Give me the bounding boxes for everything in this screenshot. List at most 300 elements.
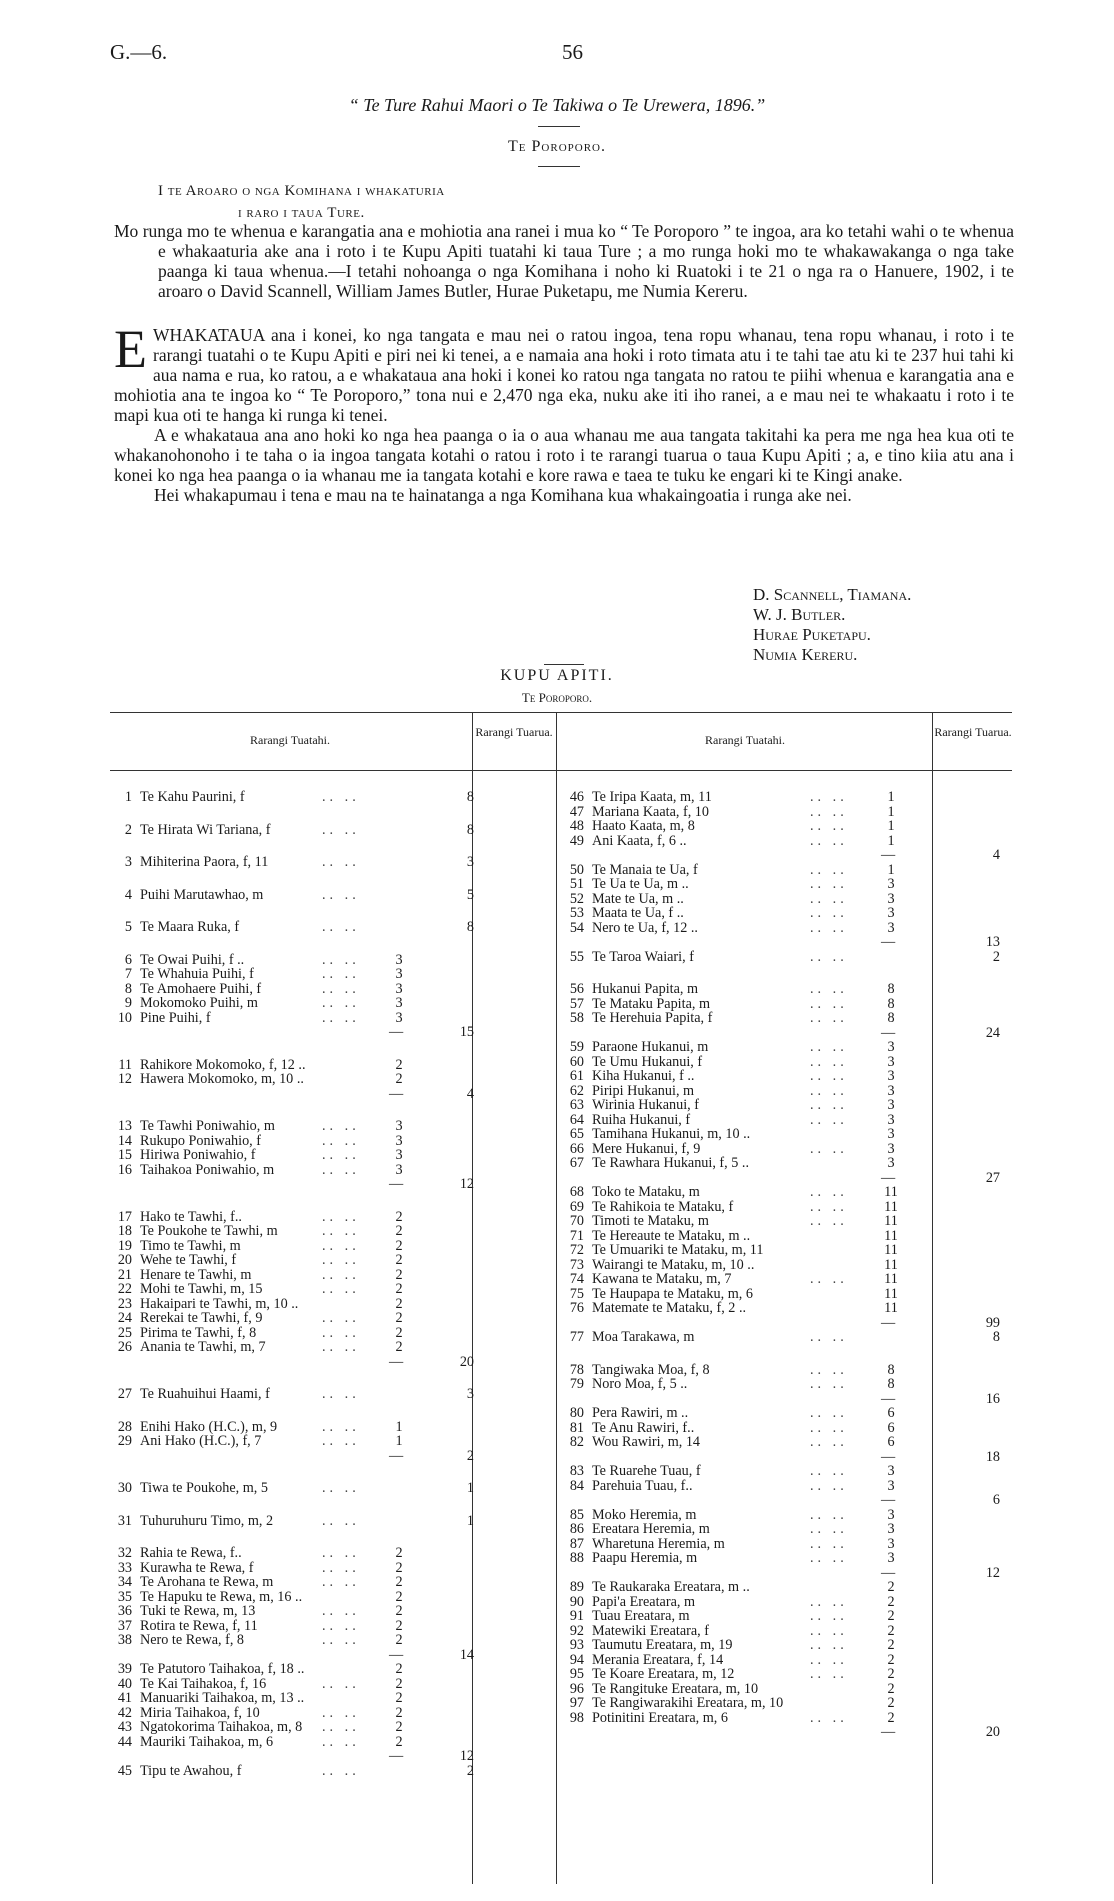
share-value: 11 (884, 1198, 898, 1215)
entry-number: 1 (124, 789, 132, 805)
table-row (110, 823, 556, 838)
share-value: 8 (887, 1010, 895, 1026)
table-row (110, 1764, 556, 1779)
owner-name: Timo te Tawhi, m (140, 1237, 241, 1254)
leader-dots: .. .. (810, 1010, 848, 1026)
owner-name: Hukanui Papita, m (592, 981, 698, 997)
entry-number: 36 (117, 1603, 132, 1619)
table-row (562, 1098, 1012, 1113)
owner-name: Taumutu Ereatara, m, 19 (592, 1637, 733, 1653)
owner-name: Hako te Tawhi, f.. (140, 1208, 242, 1225)
entry-number: 87 (569, 1535, 584, 1552)
table-row (562, 1624, 1012, 1639)
share-value: 11 (884, 1184, 898, 1200)
table-row (562, 1377, 1012, 1392)
table-row (110, 1311, 556, 1326)
entry-number: 44 (117, 1733, 132, 1750)
leader-dots: .. .. (810, 905, 848, 921)
owner-name: Te Anu Rawiri, f.. (592, 1419, 695, 1436)
total-value: 13 (985, 934, 1000, 950)
share-value: 2 (395, 1690, 403, 1706)
entry-number: 52 (569, 890, 584, 907)
leader-dots: .. .. (810, 1198, 848, 1215)
share-value: 2 (395, 1071, 403, 1087)
entry-number: 24 (117, 1310, 132, 1326)
entry-number: 32 (117, 1545, 132, 1561)
leader-dots: .. .. (322, 1237, 360, 1254)
entry-number: 18 (117, 1223, 132, 1239)
subtotal-row (562, 1392, 1012, 1407)
share-value: 3 (887, 1111, 895, 1128)
leader-dots: .. .. (810, 1608, 848, 1624)
leader-dots: .. .. (322, 1223, 360, 1239)
subtotal-dash: — (389, 1024, 404, 1040)
entry-number: 39 (117, 1661, 132, 1677)
entry-number: 56 (569, 981, 584, 997)
total-value: 8 (466, 821, 474, 838)
share-value: 3 (887, 1463, 895, 1479)
leader-dots: .. .. (322, 789, 360, 805)
share-value: 11 (884, 1227, 898, 1244)
share-value: 3 (395, 1132, 403, 1149)
total-value: 6 (992, 1492, 1000, 1508)
leader-dots: .. .. (810, 1666, 848, 1682)
owner-name: Te Umuariki te Mataku, m, 11 (592, 1242, 764, 1258)
entry-number: 95 (569, 1666, 584, 1682)
table-row (562, 1363, 1012, 1378)
entry-number: 30 (117, 1480, 132, 1496)
total-value: 12 (459, 1748, 474, 1764)
order-paragraph (114, 319, 1014, 425)
table-row (562, 1421, 1012, 1436)
share-value: 2 (887, 1579, 895, 1595)
entry-number: 5 (124, 919, 132, 935)
entry-number: 27 (117, 1386, 132, 1402)
entry-number: 16 (117, 1161, 132, 1178)
leader-dots: .. .. (810, 832, 848, 849)
entry-number: 58 (569, 1010, 584, 1026)
entry-number: 3 (124, 854, 132, 870)
leader-dots: .. .. (322, 1339, 360, 1355)
table-row (562, 1595, 1012, 1610)
owner-name: Te Rangituke Ereatara, m, 10 (592, 1680, 759, 1697)
entry-number: 31 (117, 1512, 132, 1529)
subtotal-dash: — (881, 1314, 896, 1331)
total-value: 3 (466, 854, 474, 870)
leader-dots: .. .. (810, 1622, 848, 1639)
share-value: 2 (395, 1295, 403, 1312)
entry-number: 21 (117, 1266, 132, 1283)
table-row (562, 834, 1012, 849)
table-row (110, 790, 556, 805)
entry-number: 53 (569, 905, 584, 921)
entry-number: 34 (117, 1574, 132, 1590)
owner-name: Papi'a Ereatara, m (592, 1593, 695, 1610)
leader-dots: .. .. (322, 1675, 360, 1692)
court-heading (158, 180, 445, 224)
share-value: 2 (395, 1252, 403, 1268)
table-header-rule (110, 770, 1012, 771)
owner-name: Henare te Tawhi, m (140, 1266, 252, 1283)
subtotal-dash: — (881, 934, 896, 950)
owner-name: Potinitini Ereatara, m, 6 (592, 1709, 728, 1726)
owner-name: Te Raukaraka Ereatara, m .. (592, 1579, 750, 1595)
share-value: 11 (884, 1256, 898, 1273)
total-value: 16 (985, 1390, 1000, 1407)
entry-number: 4 (124, 886, 132, 903)
document-reference: G.—6. (110, 40, 168, 64)
subtotal-row (110, 1355, 556, 1370)
share-value: 3 (887, 876, 895, 892)
entry-number: 38 (117, 1632, 132, 1648)
share-value: 3 (887, 1039, 895, 1055)
owner-name: Te Kahu Paurini, f (140, 789, 245, 805)
owner-name: Wirinia Hukanui, f (592, 1097, 699, 1113)
owner-name: Rotira te Rewa, f, 11 (140, 1617, 258, 1634)
leader-dots: .. .. (322, 1161, 360, 1178)
entry-number: 35 (117, 1588, 132, 1605)
leader-dots: .. .. (322, 886, 360, 903)
table-row (110, 1662, 556, 1677)
owner-name: Merania Ereatara, f, 14 (592, 1651, 724, 1668)
table-row (562, 877, 1012, 892)
leader-dots: .. .. (810, 1140, 848, 1157)
share-value: 3 (887, 1155, 895, 1171)
row-spacer (562, 1345, 1012, 1363)
table-row (110, 1561, 556, 1576)
leader-dots: .. .. (322, 995, 360, 1011)
owner-name: Te Manaia te Ua, f (592, 861, 698, 878)
leader-dots: .. .. (322, 1512, 360, 1529)
share-value: 8 (887, 1376, 895, 1392)
table-row (562, 1667, 1012, 1682)
column-header-list1: Rarangi Tuatahi. (705, 733, 785, 747)
share-value: 1 (887, 832, 895, 849)
owner-name: Wairangi te Mataku, m, 10 .. (592, 1256, 755, 1273)
share-value: 2 (395, 1324, 403, 1341)
entry-number: 90 (569, 1593, 584, 1610)
table-row (562, 1609, 1012, 1624)
table-row (110, 1224, 556, 1239)
entry-number: 63 (569, 1097, 584, 1113)
entry-number: 74 (569, 1271, 584, 1287)
owner-name: Te Taroa Waiari, f (592, 948, 694, 965)
owner-name: Te Rawhara Hukanui, f, 5 .. (592, 1155, 749, 1171)
owner-name: Rerekai te Tawhi, f, 9 (140, 1310, 263, 1326)
row-spacer (562, 964, 1012, 982)
total-value: 12 (985, 1564, 1000, 1581)
share-value: 2 (395, 1574, 403, 1590)
leader-dots: .. .. (322, 1132, 360, 1149)
row-spacer (110, 837, 556, 855)
subtotal-row (562, 848, 1012, 863)
entry-number: 78 (569, 1361, 584, 1378)
table-row (562, 1243, 1012, 1258)
entry-number: 94 (569, 1651, 584, 1668)
court-heading-line: i raro i taua Ture. (238, 205, 365, 221)
table-row (110, 1434, 556, 1449)
owner-name: Te Haupapa te Mataku, m, 6 (592, 1285, 753, 1302)
subtotal-dash: — (389, 1176, 404, 1192)
total-value: 20 (985, 1724, 1000, 1740)
owner-name: Hawera Mokomoko, m, 10 .. (140, 1071, 304, 1087)
share-value: 2 (395, 1223, 403, 1239)
subtotal-row (110, 1025, 556, 1040)
entry-number: 88 (569, 1550, 584, 1566)
entry-number: 59 (569, 1039, 584, 1055)
owner-name: Te Umu Hukanui, f (592, 1053, 703, 1070)
leader-dots: .. .. (810, 1709, 848, 1726)
subtotal-row (110, 1177, 556, 1192)
table-row (110, 920, 556, 935)
share-value: 3 (395, 980, 403, 997)
total-value: 24 (985, 1024, 1000, 1041)
share-value: 3 (395, 1161, 403, 1178)
owner-name: Matewiki Ereatara, f (592, 1622, 709, 1639)
entry-number: 47 (569, 803, 584, 820)
leader-dots: .. .. (810, 789, 848, 805)
column-header-list2: Rarangi Tuarua. (475, 725, 553, 739)
table-row (562, 1301, 1012, 1316)
share-value: 2 (395, 1056, 403, 1073)
owner-name: Kurawha te Rewa, f (140, 1559, 254, 1576)
entry-number: 91 (569, 1608, 584, 1624)
schedule-title: KUPU APITI. (500, 667, 614, 684)
table-row (110, 1420, 556, 1435)
total-value: 8 (466, 919, 474, 935)
subtotal-dash: — (389, 1748, 404, 1764)
entry-number: 8 (124, 980, 132, 997)
entry-number: 40 (117, 1675, 132, 1692)
owner-name: Ngatokorima Taihakoa, m, 8 (140, 1719, 303, 1735)
table-row (562, 1156, 1012, 1171)
total-value: 2 (992, 948, 1000, 965)
share-value: 6 (887, 1419, 895, 1436)
leader-dots: .. .. (322, 1719, 360, 1735)
table-row (562, 1142, 1012, 1157)
table-row (562, 1272, 1012, 1287)
owner-name: Te Maara Ruka, f (140, 919, 240, 935)
table-row (110, 1514, 556, 1529)
table-row (562, 863, 1012, 878)
table-row (562, 1229, 1012, 1244)
table-row (562, 892, 1012, 907)
owner-name: Piripi Hukanui, m (592, 1082, 695, 1099)
owner-name: Puihi Marutawhao, m (140, 886, 264, 903)
owner-name: Maata te Ua, f .. (592, 905, 684, 921)
share-value: 2 (395, 1237, 403, 1254)
subtotal-row (562, 935, 1012, 950)
table-row (110, 1148, 556, 1163)
owner-name: Moa Tarakawa, m (592, 1329, 695, 1345)
owner-name: Te Owai Puihi, f .. (140, 951, 245, 968)
table-row (562, 1113, 1012, 1128)
leader-dots: .. .. (322, 1252, 360, 1268)
leader-dots: .. .. (810, 1593, 848, 1610)
share-value: 2 (395, 1661, 403, 1677)
subtotal-dash: — (389, 1646, 404, 1663)
entry-number: 19 (117, 1237, 132, 1254)
subtotal-row (110, 1087, 556, 1102)
table-row (110, 1604, 556, 1619)
share-value: 2 (395, 1281, 403, 1297)
leader-dots: .. .. (810, 1637, 848, 1653)
entry-number: 68 (569, 1184, 584, 1200)
row-spacer (110, 1040, 556, 1058)
preamble (114, 221, 1014, 301)
signature: W. J. Butler. (753, 605, 846, 624)
entry-number: 83 (569, 1463, 584, 1479)
entry-number: 48 (569, 818, 584, 834)
leader-dots: .. .. (322, 1545, 360, 1561)
share-value: 8 (887, 1361, 895, 1378)
entry-number: 65 (569, 1126, 584, 1142)
owner-name: Parehuia Tuau, f.. (592, 1477, 693, 1494)
leader-dots: .. .. (810, 1405, 848, 1421)
share-value: 2 (395, 1588, 403, 1605)
entry-number: 89 (569, 1579, 584, 1595)
table-row (110, 1633, 556, 1648)
share-value: 1 (887, 803, 895, 820)
leader-dots: .. .. (322, 1433, 360, 1449)
owner-name: Te Ruahuihui Haami, f (140, 1386, 270, 1402)
leader-dots: .. .. (322, 1386, 360, 1402)
leader-dots: .. .. (810, 890, 848, 907)
table-row (562, 1479, 1012, 1494)
entry-number: 25 (117, 1324, 132, 1341)
share-value: 2 (395, 1603, 403, 1619)
subtotal-dash: — (881, 1024, 896, 1041)
owner-name: Te Koare Ereatara, m, 12 (592, 1666, 735, 1682)
share-value: 2 (395, 1208, 403, 1225)
entry-number: 20 (117, 1252, 132, 1268)
entry-number: 97 (569, 1695, 584, 1711)
table-row (562, 1258, 1012, 1273)
table-row (562, 1200, 1012, 1215)
entry-number: 81 (569, 1419, 584, 1436)
share-value: 2 (887, 1680, 895, 1697)
share-value: 2 (395, 1617, 403, 1634)
entry-number: 51 (569, 876, 584, 892)
owner-name: Te Kai Taihakoa, f, 16 (140, 1675, 267, 1692)
drop-cap: E (114, 319, 147, 379)
owner-name: Nero te Ua, f, 12 .. (592, 919, 698, 936)
entry-number: 60 (569, 1053, 584, 1070)
owner-name: Pine Puihi, f (140, 1009, 211, 1026)
share-value: 2 (395, 1545, 403, 1561)
signature: D. Scannell, Tiamana. (753, 585, 912, 604)
table-row (562, 805, 1012, 820)
schedule-column-left (110, 790, 556, 1778)
leader-dots: .. .. (810, 1521, 848, 1537)
row-spacer (110, 1463, 556, 1481)
owner-name: Te Tawhi Poniwahio, m (140, 1118, 275, 1134)
row-spacer (110, 805, 556, 823)
owner-name: Ani Kaata, f, 6 .. (592, 832, 687, 849)
entry-number: 93 (569, 1637, 584, 1653)
share-value: 3 (887, 1097, 895, 1113)
subtotal-row (562, 1493, 1012, 1508)
table-row (562, 997, 1012, 1012)
entry-number: 2 (124, 821, 132, 838)
leader-dots: .. .. (322, 919, 360, 935)
column-header-list1: Rarangi Tuatahi. (250, 733, 330, 747)
owner-name: Enihi Hako (H.C.), m, 9 (140, 1418, 278, 1435)
owner-name: Kawana te Mataku, m, 7 (592, 1271, 732, 1287)
signature: Numia Kereru. (753, 645, 858, 664)
leader-dots: .. .. (810, 1477, 848, 1494)
share-value: 3 (887, 890, 895, 907)
entry-number: 15 (117, 1147, 132, 1163)
subtotal-row (562, 1316, 1012, 1331)
entry-number: 46 (569, 789, 584, 805)
divider (538, 166, 580, 167)
owner-name: Nero te Rewa, f, 8 (140, 1632, 245, 1648)
entry-number: 61 (569, 1068, 584, 1084)
subtotal-dash: — (881, 1492, 896, 1508)
share-value: 2 (887, 1651, 895, 1668)
table-row (110, 1163, 556, 1178)
owner-name: Te Mataku Papita, m (592, 995, 710, 1012)
entry-number: 33 (117, 1559, 132, 1576)
total-value: 3 (466, 1386, 474, 1402)
leader-dots: .. .. (322, 1574, 360, 1590)
table-row (562, 1537, 1012, 1552)
entry-number: 67 (569, 1155, 584, 1171)
row-spacer (110, 1528, 556, 1546)
share-value: 2 (887, 1695, 895, 1711)
owner-name: Mokomoko Puihi, m (140, 995, 258, 1011)
leader-dots: .. .. (322, 1480, 360, 1496)
share-value: 2 (395, 1559, 403, 1576)
total-value: 1 (466, 1480, 474, 1496)
table-row (110, 1072, 556, 1087)
share-value: 6 (887, 1434, 895, 1450)
leader-dots: .. .. (322, 966, 360, 982)
table-row (562, 1522, 1012, 1537)
table-row (110, 1134, 556, 1149)
entry-number: 72 (569, 1242, 584, 1258)
table-row (110, 1546, 556, 1561)
table-row (110, 1268, 556, 1283)
entry-number: 57 (569, 995, 584, 1012)
entry-number: 86 (569, 1521, 584, 1537)
table-row (110, 1297, 556, 1312)
owner-name: Toko te Mataku, m (592, 1184, 700, 1200)
leader-dots: .. .. (810, 1550, 848, 1566)
table-row (562, 1580, 1012, 1595)
table-row (110, 1590, 556, 1605)
owner-name: Te Patutoro Taihakoa, f, 18 .. (140, 1661, 305, 1677)
leader-dots: .. .. (810, 1506, 848, 1523)
owner-name: Tuki te Rewa, m, 13 (140, 1603, 256, 1619)
divider (544, 664, 584, 665)
share-value: 11 (884, 1271, 898, 1287)
entry-number: 54 (569, 919, 584, 936)
owner-name: Timoti te Mataku, m (592, 1213, 709, 1229)
entry-number: 92 (569, 1622, 584, 1639)
subtotal-dash: — (389, 1447, 404, 1464)
table-row (562, 1682, 1012, 1697)
schedule-table (110, 712, 1012, 1892)
leader-dots: .. .. (322, 1208, 360, 1225)
total-value: 4 (466, 1085, 474, 1102)
owner-name: Haato Kaata, m, 8 (592, 818, 695, 834)
column-header-list2: Rarangi Tuarua. (934, 725, 1012, 739)
share-value: 3 (887, 905, 895, 921)
leader-dots: .. .. (322, 1118, 360, 1134)
share-value: 3 (887, 1521, 895, 1537)
